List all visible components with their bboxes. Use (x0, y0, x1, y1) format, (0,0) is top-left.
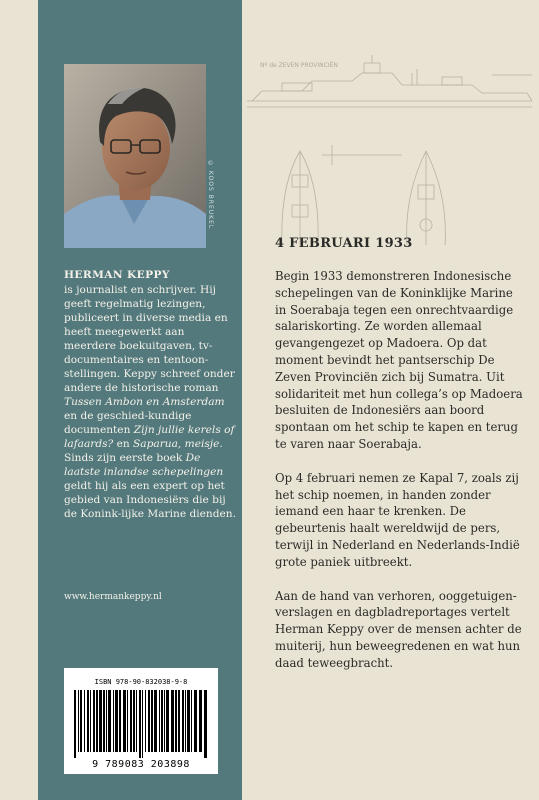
isbn-label: ISBN 978-90-832038-9-8 (94, 678, 188, 686)
bio-book-title-3: Saparua, meisje (133, 438, 220, 450)
author-bio (64, 268, 239, 521)
barcode-digits: 9 789083 203898 (92, 759, 190, 770)
author-photo (64, 64, 206, 248)
author-name: HERMAN KEPPY (64, 269, 170, 281)
blurb-heading: 4 FEBRUARI 1933 (275, 236, 413, 251)
photo-credit: © KOOS BREUKEL (207, 160, 214, 230)
bio-book-title-2: Zijn jullie kerels of lafaards? (64, 424, 235, 450)
bio-text-1: is journalist en schrijver. Hij geeft regelmatig lezingen, publiceert in diverse media en heeft meegewerkt aan meerdere boekuitgaven, tv-documentaires en tentoon-stellingen. Keppy schreef onder andere de historische roman (64, 284, 235, 394)
bio-text-2: en de geschied-kundige documenten (64, 410, 192, 436)
blurb-paragraph-2: Op 4 februari nemen ze Kapal 7, zoals zij het schip noemen, in handen zonder iemand een haar te krenken. De gebeurtenis haalt wereldwijd de pers, terwijl in Nederland en Nederlands-Indië grote paniek uitbreekt. (275, 470, 520, 569)
bio-book-title-1: Tussen Ambon en Amsterdam (64, 396, 225, 408)
bio-text-3: en (113, 438, 134, 450)
bio-book-title-4: De laatste inlandse schepelingen (64, 452, 224, 478)
drawing-label: Nº de ZEVEN PROVINCIËN (260, 62, 338, 69)
author-website[interactable]: www.hermankeppy.nl (64, 592, 162, 602)
blurb-paragraph-3: Aan de hand van verhoren, ooggetuigen-verslagen en dagbladreportages vertelt Herman Keppy over de mensen achter de muiterij, hun beweegredenen en wat hun daad teweegbracht. (275, 588, 522, 670)
bio-text-4: . Sinds zijn eerste boek (64, 438, 223, 464)
blurb-text (275, 268, 523, 689)
author-portrait-image (64, 64, 206, 248)
blurb-paragraph-1: Begin 1933 demonstreren Indonesische schepelingen van de Koninklijke Marine in Soerabaja tegen een onrechtvaardige salariskorting. Ze worden allemaal gevangengezet op Madoera. Op dat moment bevindt het pantserschip De Zeven Provinciën zich bij Sumatra. Uit solidariteit met hun collega’s op Madoera besluiten de Indonesiërs aan boord spontaan om het schip te kapen en terug te varen naar Soerabaja. (275, 269, 523, 451)
barcode-box (64, 668, 218, 774)
ship-blueprint-drawing (242, 55, 539, 245)
bio-text-5: geldt hij als een expert op het gebied van Indonesiërs die bij de Konink-lijke Marine dienden. (64, 480, 236, 520)
barcode-bars (72, 690, 210, 758)
